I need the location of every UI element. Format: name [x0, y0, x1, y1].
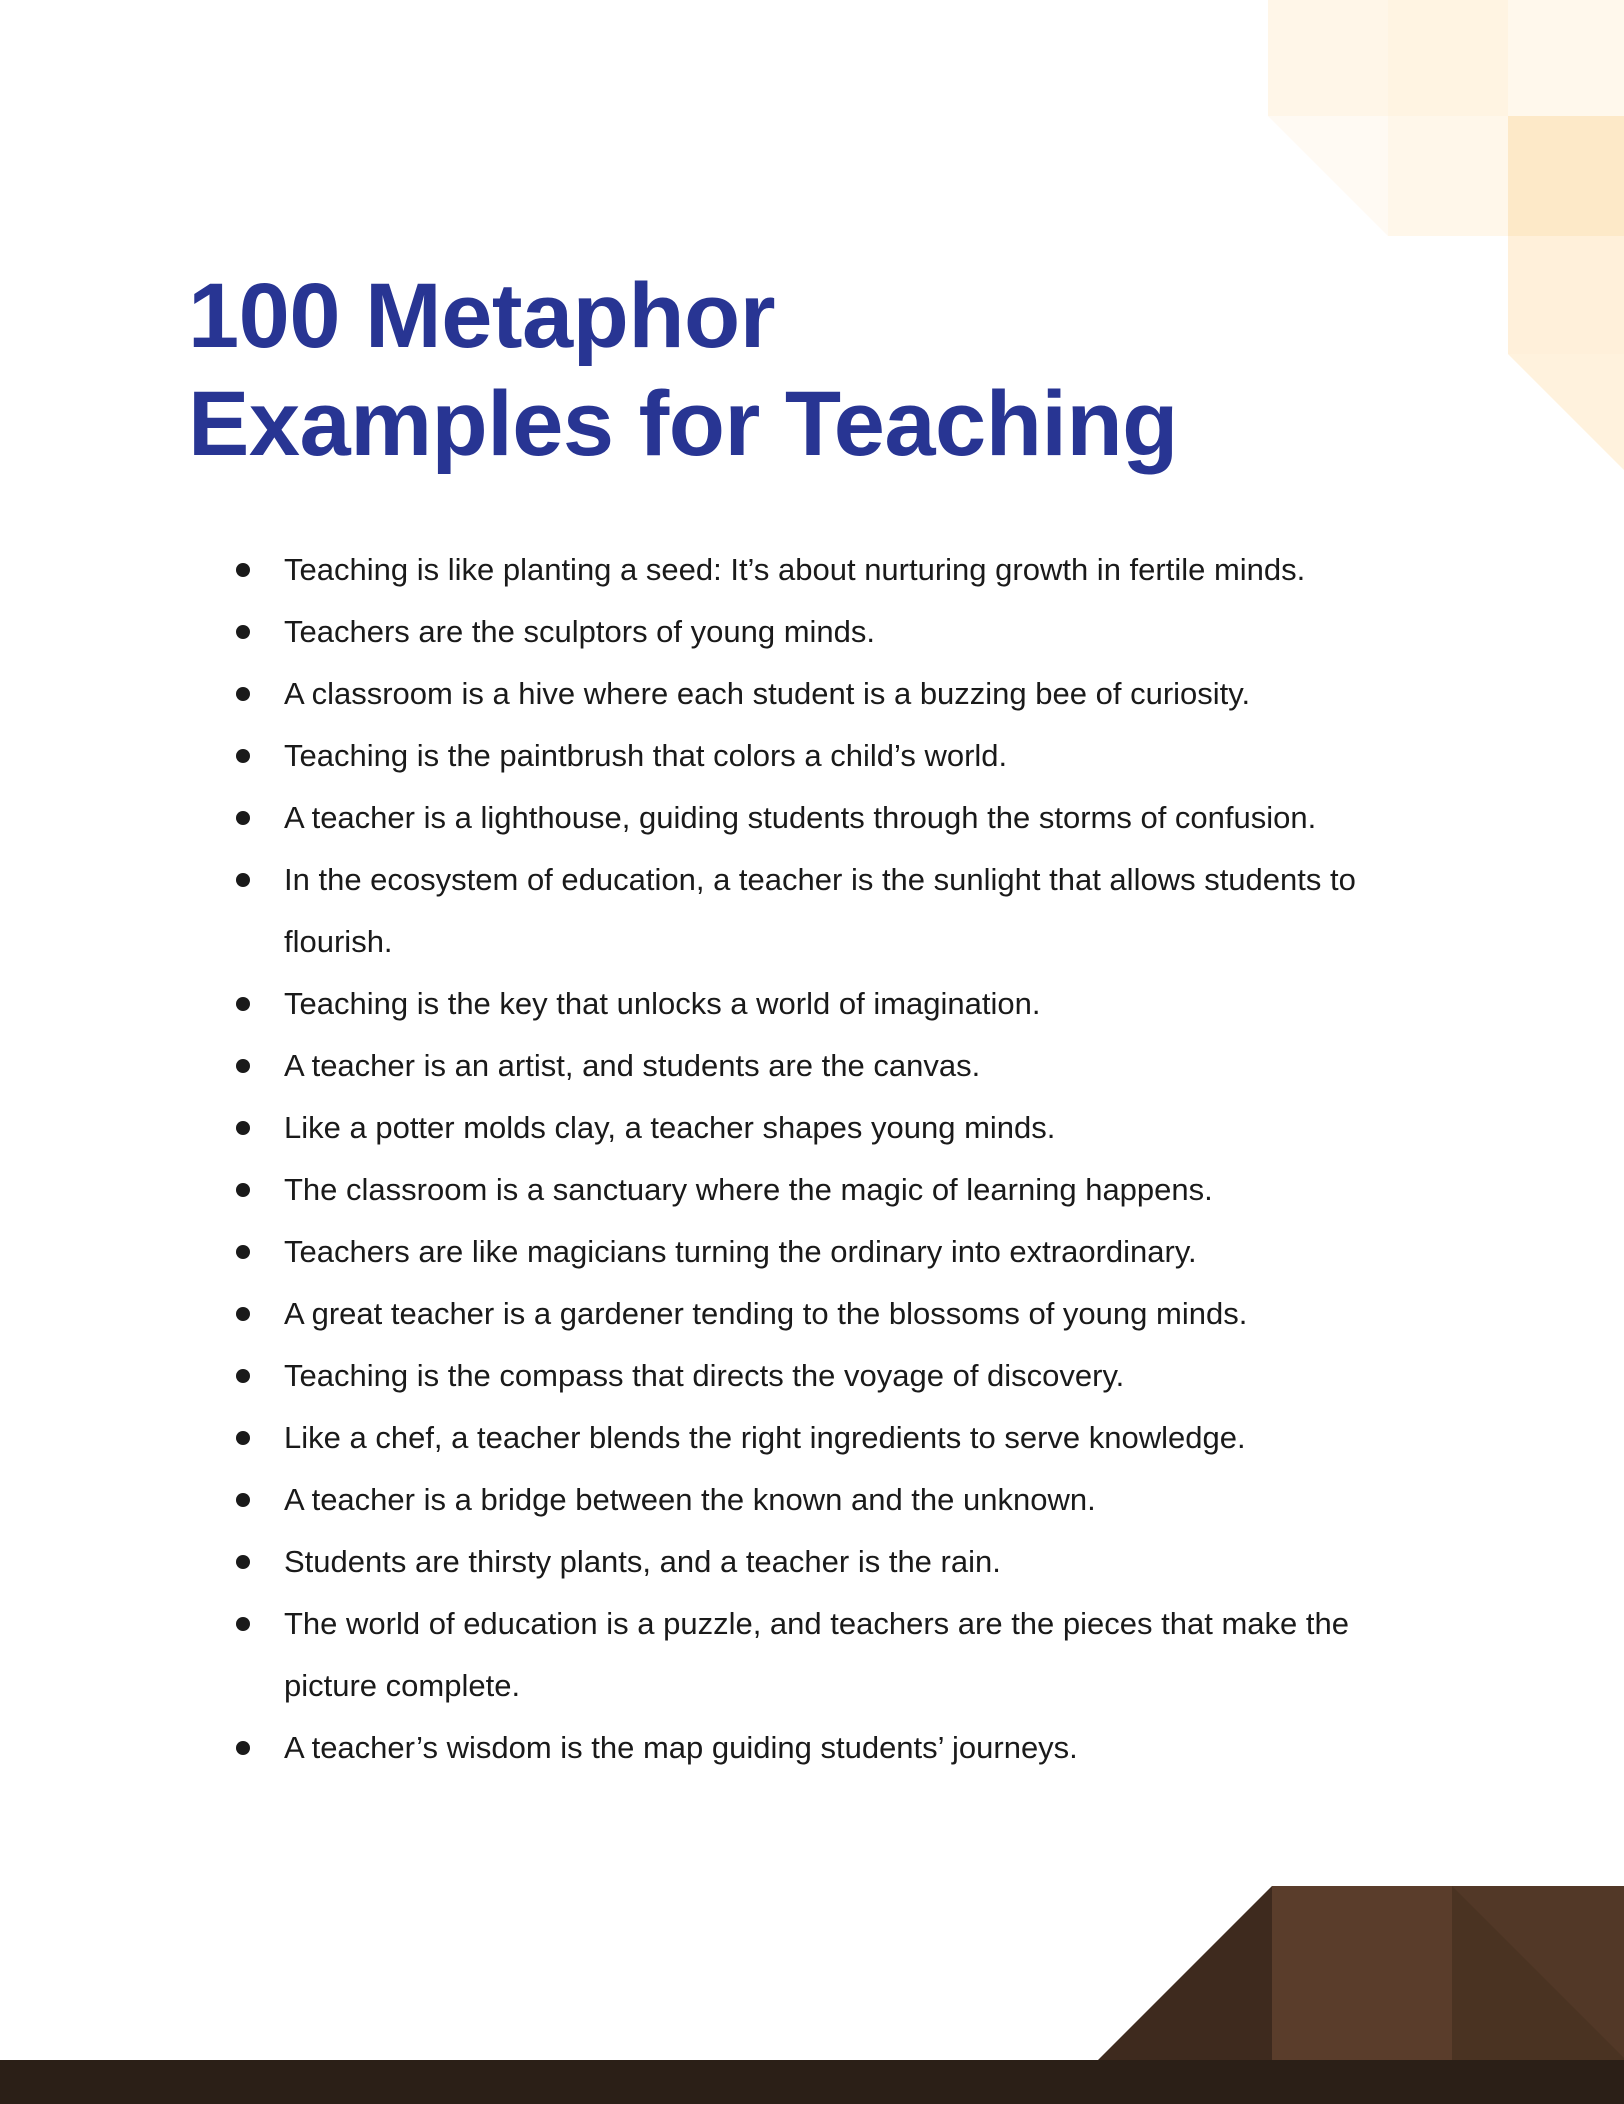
list-item [284, 849, 1434, 973]
list-item-text: The classroom is a sanctuary where the magic of learning happens. [284, 1172, 1213, 1207]
list-item-text: Teaching is the compass that directs the voyage of discovery. [284, 1358, 1125, 1393]
list-item-text: Teaching is the key that unlocks a world of imagination. [284, 986, 1041, 1021]
list-item [284, 973, 1434, 1035]
bullet-icon [236, 1183, 250, 1197]
list-item [284, 1097, 1434, 1159]
list-item-text: A classroom is a hive where each student is a buzzing bee of curiosity. [284, 676, 1251, 711]
bullet-icon [236, 1493, 250, 1507]
list-item [284, 787, 1434, 849]
list-item [284, 1283, 1434, 1345]
list-item-text: In the ecosystem of education, a teacher is the sunlight that allows students to flourish. [284, 862, 1356, 959]
metaphor-list [284, 539, 1434, 1779]
bullet-icon [236, 1059, 250, 1073]
list-item-text: A teacher is a lighthouse, guiding students through the storms of confusion. [284, 800, 1317, 835]
bullet-icon [236, 1741, 250, 1755]
list-item [284, 725, 1434, 787]
list-item-text: Like a potter molds clay, a teacher shapes young minds. [284, 1110, 1056, 1145]
list-item [284, 1159, 1434, 1221]
list-item-text: Teaching is like planting a seed: It’s about nurturing growth in fertile minds. [284, 552, 1306, 587]
list-item-text: A teacher is a bridge between the known and the unknown. [284, 1482, 1096, 1517]
list-item [284, 601, 1434, 663]
list-item-text: Like a chef, a teacher blends the right ingredients to serve knowledge. [284, 1420, 1246, 1455]
list-item [284, 1345, 1434, 1407]
title-line-1: 100 Metaphor [188, 265, 776, 367]
list-item [284, 1035, 1434, 1097]
list-item [284, 1531, 1434, 1593]
list-item-text: A teacher is an artist, and students are the canvas. [284, 1048, 981, 1083]
bullet-icon [236, 1121, 250, 1135]
title-line-2: Examples for Teaching [188, 373, 1178, 475]
list-item [284, 1221, 1434, 1283]
list-item [284, 539, 1434, 601]
bullet-icon [236, 1369, 250, 1383]
page-title [188, 262, 1178, 478]
list-item-text: A great teacher is a gardener tending to the blossoms of young minds. [284, 1296, 1248, 1331]
bullet-icon [236, 625, 250, 639]
list-item [284, 1717, 1434, 1779]
bullet-icon [236, 1555, 250, 1569]
list-item [284, 1469, 1434, 1531]
list-item-text: A teacher’s wisdom is the map guiding students’ journeys. [284, 1730, 1078, 1765]
list-item-text: Teaching is the paintbrush that colors a child’s world. [284, 738, 1008, 773]
bullet-icon [236, 997, 250, 1011]
bullet-icon [236, 1431, 250, 1445]
list-item [284, 663, 1434, 725]
bullet-icon [236, 749, 250, 763]
list-item-text: Teachers are the sculptors of young minds. [284, 614, 876, 649]
list-item-text: Students are thirsty plants, and a teacher is the rain. [284, 1544, 1001, 1579]
list-item-text: The world of education is a puzzle, and teachers are the pieces that make the picture complete. [284, 1606, 1349, 1703]
list-item-text: Teachers are like magicians turning the ordinary into extraordinary. [284, 1234, 1197, 1269]
bullet-icon [236, 1617, 250, 1631]
bullet-icon [236, 687, 250, 701]
bullet-icon [236, 873, 250, 887]
bullet-icon [236, 1307, 250, 1321]
bullet-icon [236, 811, 250, 825]
list-item [284, 1407, 1434, 1469]
bullet-icon [236, 563, 250, 577]
bullet-icon [236, 1245, 250, 1259]
list-item [284, 1593, 1434, 1717]
